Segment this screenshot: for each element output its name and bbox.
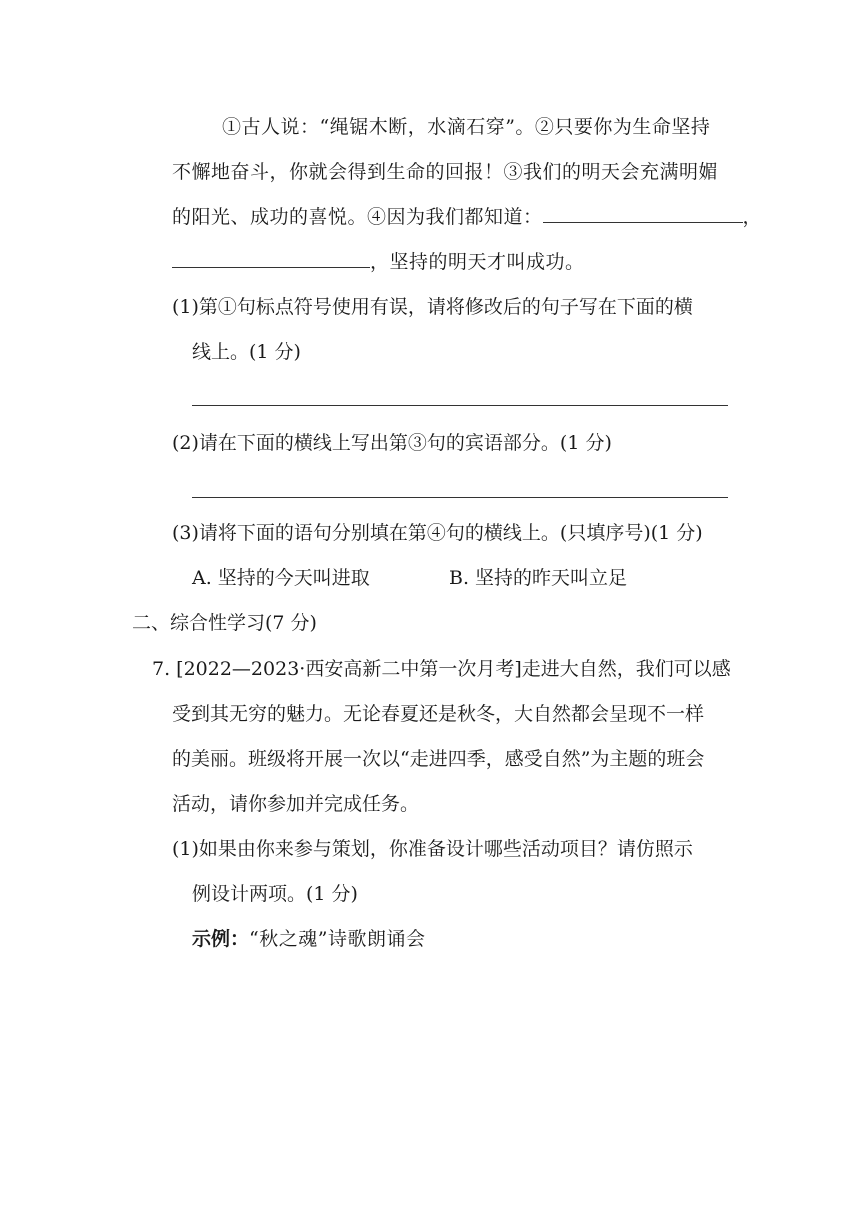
passage-line-3-end: ，	[742, 206, 763, 228]
passage-line-4	[172, 253, 585, 272]
example-label: 示例：	[192, 928, 250, 950]
option-b: B. 坚持的昨天叫立足	[449, 567, 628, 589]
question-1-line-2: 线上。(1 分)	[192, 341, 301, 363]
passage-line-4-text: ，坚持的明天才叫成功。	[370, 251, 585, 273]
question-1-line-1: (1)第①句标点符号使用有误，请将修改后的句子写在下面的横	[172, 296, 693, 318]
example-line	[192, 930, 425, 949]
question-2-line-1: (2)请在下面的横线上写出第③句的宾语部分。(1 分)	[172, 432, 612, 454]
question-7-1-line-2: 例设计两项。(1 分)	[192, 883, 358, 905]
question-3-line-1: (3)请将下面的语句分别填在第④句的横线上。(只填序号)(1 分)	[172, 522, 703, 544]
answer-line-q2[interactable]	[192, 497, 728, 498]
question-7-line-1: 7. [2022—2023·西安高新二中第一次月考]走进大自然，我们可以感	[152, 658, 731, 680]
question-7-1-line-1: (1)如果由你来参与策划，你准备设计哪些活动项目？请仿照示	[172, 838, 693, 860]
passage-line-2: 不懈地奋斗，你就会得到生命的回报！③我们的明天会充满明媚	[172, 161, 719, 183]
answer-blank-1[interactable]	[543, 221, 743, 223]
question-7-line-4: 活动，请你参加并完成任务。	[172, 793, 420, 815]
example-text: “秋之魂”诗歌朗诵会	[249, 928, 426, 950]
answer-line-q1[interactable]	[192, 405, 728, 406]
option-a: A. 坚持的今天叫进取	[192, 567, 370, 589]
section-2-heading: 二、综合性学习(7 分)	[132, 612, 317, 634]
passage-line-1: ①古人说：“绳锯木断，水滴石穿”。②只要你为生命坚持	[222, 116, 711, 138]
question-7-line-2: 受到其无穷的魅力。无论春夏还是秋冬，大自然都会呈现不一样	[172, 703, 705, 725]
question-7-line-3: 的美丽。班级将开展一次以“走进四季，感受自然”为主题的班会	[172, 748, 705, 770]
passage-line-3-text: 的阳光、成功的喜悦。④因为我们都知道：	[172, 206, 543, 228]
passage-line-3	[172, 208, 762, 227]
answer-blank-2[interactable]	[172, 266, 370, 268]
